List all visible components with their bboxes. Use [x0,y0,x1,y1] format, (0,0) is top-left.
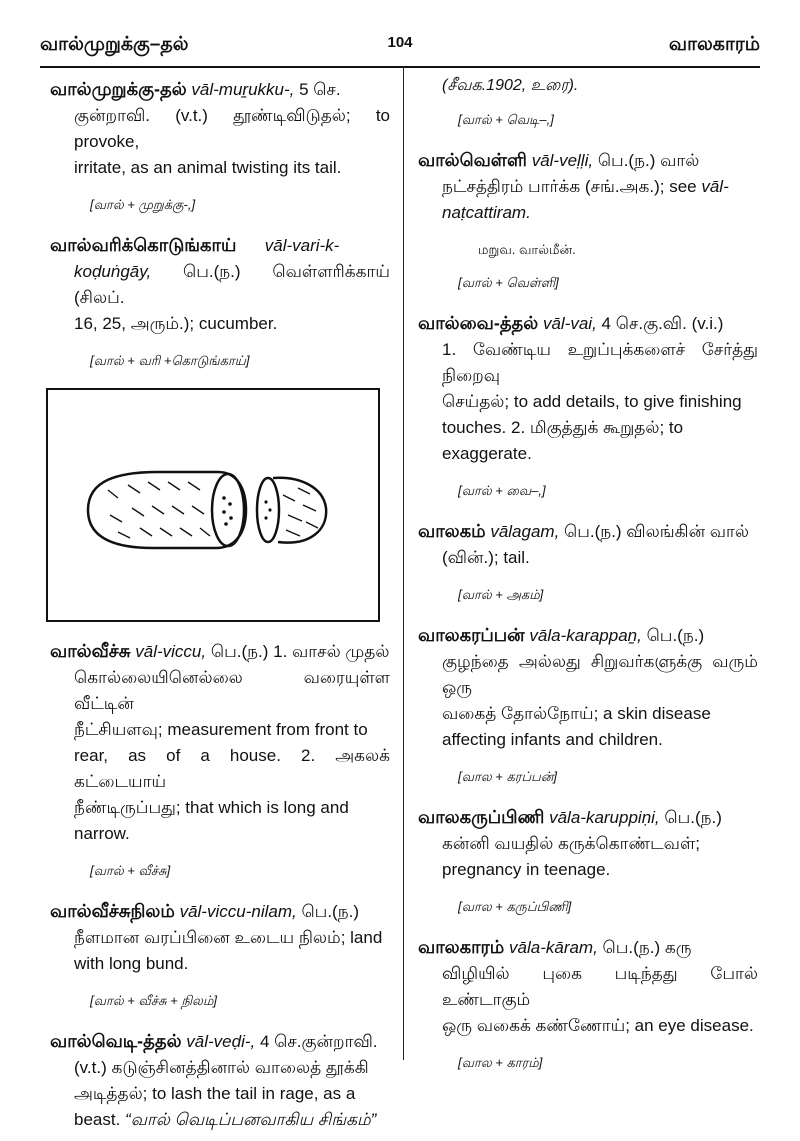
dictionary-entry [418,622,758,753]
definition-line: 1. வேண்டிய உறுப்புக்களைச் சேர்த்து நிறைவு [442,340,758,385]
definition-line: irritate, as an animal twisting its tail. [74,158,342,177]
dictionary-entry [418,804,758,883]
dictionary-entry [50,76,390,181]
left-column [50,76,390,1141]
column-divider [403,66,404,1060]
definition-line: touches. 2. மிகுத்துக் கூறுதல்; to [442,418,684,437]
definition-line: 16, 25, அரும்.); cucumber. [74,314,278,333]
definition-text: பெ.(ந.) விலங்கின் வால் [559,522,750,541]
dictionary-entry [50,1028,390,1133]
definition-line: கன்னி வயதில் கருக்கொண்டவள்; [442,834,701,853]
definition-line: வகைத் தோல்நோய்; a skin disease [442,704,711,723]
etymology: [வால் + வை–,] [458,483,546,498]
headword: வாலகருப்பிணி [418,807,545,827]
definition-text: பெ.(ந.) [296,902,359,921]
definition-line: செய்தல்; to add details, to give finishing [442,392,742,411]
dictionary-entry [418,934,758,1039]
transliteration: vāl-veḷḷi, [531,151,594,170]
etymology: [வால + கருப்பிணி] [458,899,572,914]
etymology: [வால் + வரி +கொடுங்காய்] [90,353,250,368]
transliteration: vāl-vari-k- [264,236,340,255]
definition-line: (வின்.); tail. [442,548,530,567]
transliteration: vāla-karappaṉ, [529,626,642,645]
headword: வாலகரப்பன் [418,625,525,645]
running-head-left: வால்முறுக்கு–தல் [40,34,189,55]
etymology: [வால் + அகம்] [458,587,544,602]
etymology: [வால் + வெடி–,] [458,112,554,127]
definition-line: அடித்தல்; to lash the tail in rage, as a [74,1084,356,1103]
cucumber-figure [46,388,380,622]
headword: வால்வெள்ளி [418,150,527,170]
transliteration: vāl-veḍi-, [186,1032,256,1051]
definition-text: பெ.(ந.) கரு [597,938,692,957]
definition-text: பெ.(ந.) வால் [593,151,700,170]
definition-line: with long bund. [74,954,189,973]
definition-line: affecting infants and children. [442,730,663,749]
headword: வால்முறுக்கு-தல் [50,79,187,99]
definition-line: pregnancy in teenage. [442,860,611,879]
dictionary-entry [418,310,758,467]
definition-line: நீட்சியளவு; measurement from front to [74,720,368,739]
synonym-note: மறுவ. வால்மீன். [478,242,576,257]
definition-line: rear, as of a house. 2. அகலக் கட்டையாய் [74,746,390,791]
definition-line: ஒரு வகைக் கண்ணோய்; an eye disease. [442,1016,754,1035]
definition-line: நீண்டிருப்பது; that which is long and [74,798,349,817]
definition-text: பெ.(ந.) [659,808,722,827]
definition-text: 4 செ.கு.வி. (v.i.) [596,314,724,333]
transliteration: vāl-vai, [542,314,597,333]
definition-text: 5 செ. [294,80,341,99]
definition-line: குழந்தை அல்லது சிறுவர்களுக்கு வரும் ஒரு [442,652,758,697]
headword: வால்வை-த்தல் [418,313,539,333]
dictionary-entry [50,638,390,847]
continued-citation: (சீவக.1902, உரை). [442,77,579,94]
transliteration: naṭcattiram. [442,203,531,222]
page-header [40,24,760,64]
quotation: “வால் வெடிப்பனவாகிய சிங்கம்” [120,1110,377,1129]
definition-text: நட்சத்திரம் பார்க்க (சங்.அக.); see [442,177,697,196]
transliteration: vāla-kāram, [509,938,598,957]
running-head-right: வாலகாரம் [668,34,760,55]
etymology: [வால் + வீச்சு + நிலம்] [90,993,218,1008]
etymology: [வால் + முறுக்கு-,] [90,197,196,212]
headword: வாலகாரம் [418,937,505,957]
definition-line: நீளமான வரப்பினை உடைய நிலம்; land [74,928,383,947]
headword: வால்வெடி-த்தல் [50,1031,182,1051]
dictionary-entry [418,518,758,571]
definition-text: பெ.(ந.) 1. வாசல் முதல் [206,642,390,661]
definition-line: குன்றாவி. (v.t.) தூண்டிவிடுதல்; to provoke, [74,106,390,151]
definition-line: கொல்லையினெல்லை வரையுள்ள வீட்டின் [74,668,390,713]
definition-text: 4 செ.குன்றாவி. [255,1032,378,1051]
headword: வாலகம் [418,521,486,541]
transliteration: vāl-viccu, [135,642,207,661]
headword: வால்வீச்சுநிலம் [50,901,175,921]
definition-text: பெ.(ந.) [641,626,705,645]
etymology: [வால + கரப்பன்] [458,769,558,784]
header-rule [40,66,760,68]
dictionary-entry [50,232,390,337]
transliteration: koḍuṅgāy, [74,262,152,281]
headword: வால்வரிக்கொடுங்காய் [50,235,237,255]
dictionary-entry [50,898,390,977]
transliteration: vāla-karuppiṇi, [549,808,660,827]
definition-text: beast. [74,1110,121,1129]
transliteration: vālagam, [490,522,560,541]
definition-line: narrow. [74,824,130,843]
transliteration: vāl- [696,177,729,196]
right-column [418,76,758,1090]
headword: வால்வீச்சு [50,641,131,661]
definition-text: பெ.(ந.) வெள்ளரிக்காய் (சிலப். [74,262,390,307]
dictionary-entry [418,147,758,226]
etymology: [வால் + வீச்சு] [90,863,171,878]
definition-line: exaggerate. [442,444,532,463]
page-number: 104 [387,34,413,51]
etymology: [வால + காரம்] [458,1055,543,1070]
etymology: [வால் + வெள்ளி] [458,275,559,290]
definition-line: (v.t.) கடுஞ்சினத்தினால் வாலைத் தூக்கி [74,1058,369,1077]
definition-line: விழியில் புகை படிந்தது போல் உண்டாகும் [442,964,758,1009]
cucumber-icon [48,390,378,620]
transliteration: vāl-muṟukku-, [191,80,295,99]
transliteration: vāl-viccu-nilam, [179,902,297,921]
